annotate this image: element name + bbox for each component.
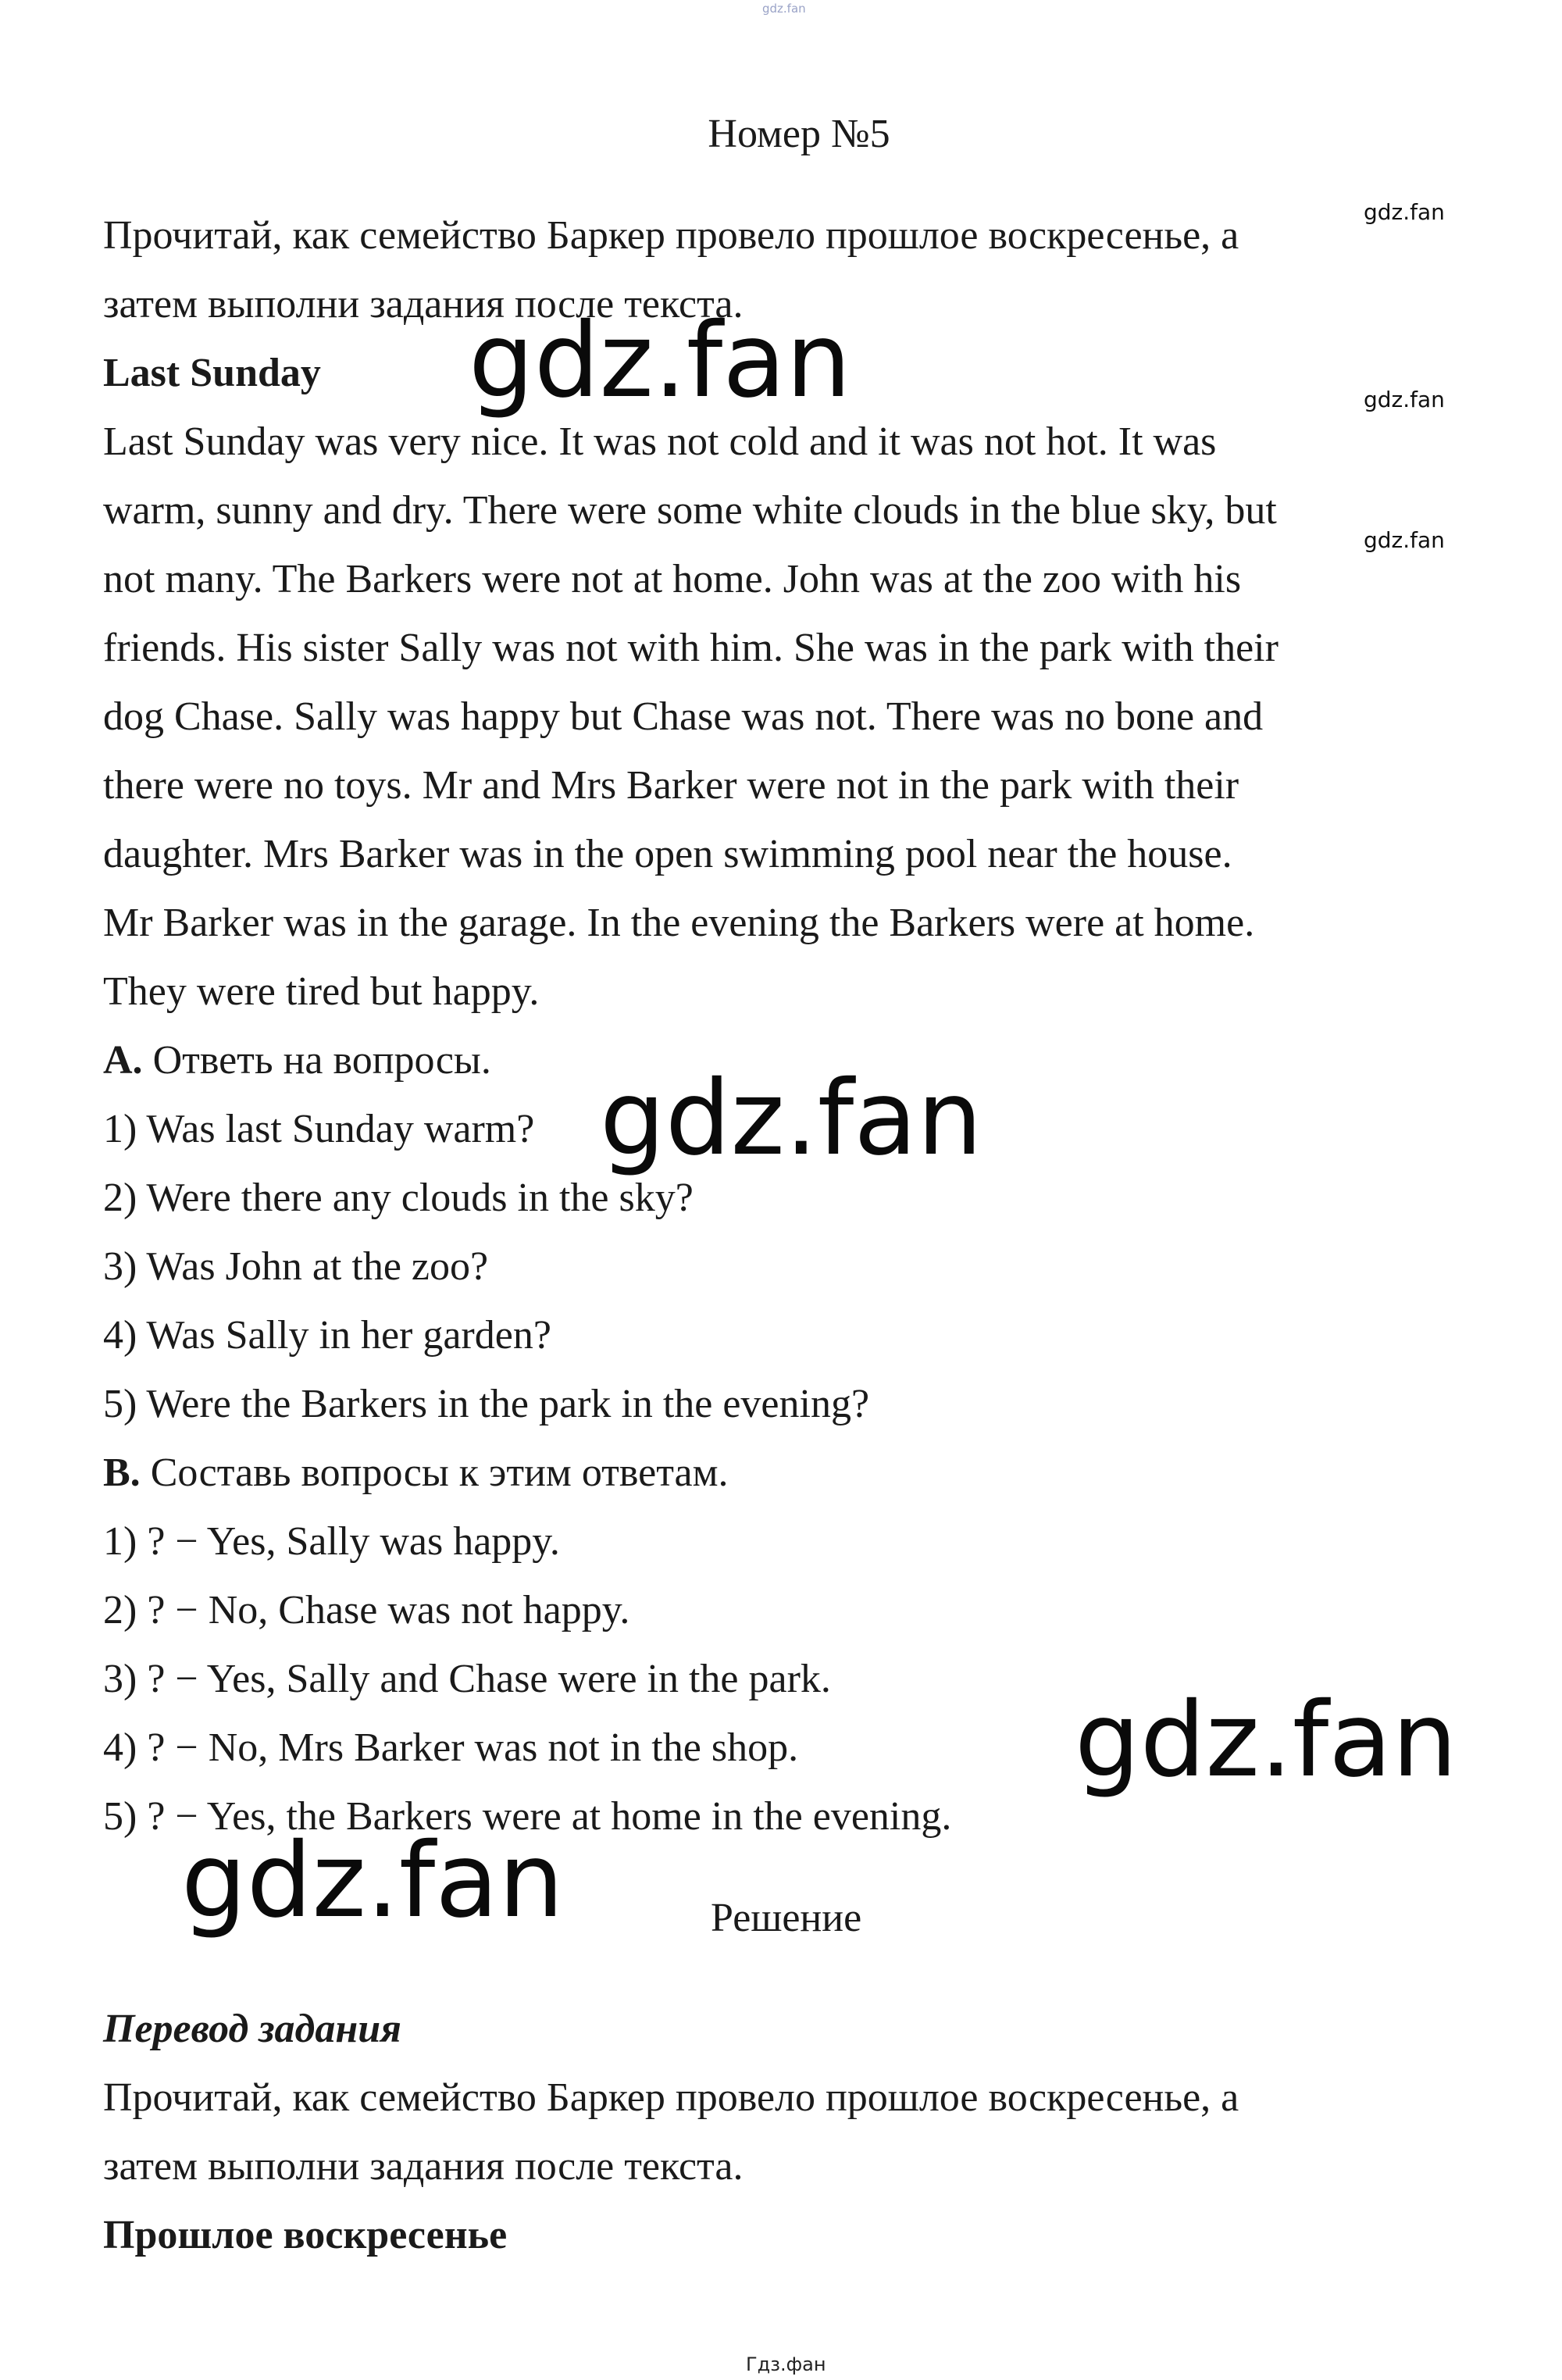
text-line-7: daughter. Mrs Barker was in the open swimming pool near the house. <box>103 832 1232 876</box>
translation-line-1: Прочитай, как семейство Баркер провело прошлое воскресенье, а <box>103 2075 1239 2120</box>
translation-heading: Перевод задания <box>103 2007 401 2051</box>
watermark: gdz.fan <box>469 301 851 421</box>
task-a-item-2: 2) Were there any clouds in the sky? <box>103 1176 694 1220</box>
task-b-item-5: 5) ? − Yes, the Barkers were at home in the evening. <box>103 1794 952 1839</box>
task-a-item-3: 3) Was John at the zoo? <box>103 1244 489 1289</box>
task-a-label: A. <box>103 1038 143 1083</box>
task-a-header <box>103 1026 491 1095</box>
task-a-item-1: 1) Was last Sunday warm? <box>103 1107 535 1151</box>
text-line-2: warm, sunny and dry. There were some white clouds in the blue sky, but <box>103 488 1277 533</box>
watermark-small: gdz.fan <box>1364 387 1445 412</box>
task-b-header <box>103 1439 729 1508</box>
page-title: Номер №5 <box>708 112 890 156</box>
intro-line-1: Прочитай, как семейство Баркер провело прошлое воскресенье, а <box>103 213 1239 258</box>
watermark: gdz.fan <box>1075 1680 1457 1800</box>
task-b-label: B. <box>103 1450 141 1495</box>
text-line-6: there were no toys. Mr and Mrs Barker were not in the park with their <box>103 763 1239 808</box>
intro-line-2: затем выполни задания после текста. <box>103 282 744 326</box>
watermark-small: gdz.fan <box>1364 199 1445 225</box>
task-b-item-2: 2) ? − No, Chase was not happy. <box>103 1588 630 1632</box>
watermark-small: gdz.fan <box>1364 527 1445 553</box>
task-b-instruction: Составь вопросы к этим ответам. <box>150 1450 729 1495</box>
text-line-3: not many. The Barkers were not at home. John was at the zoo with his <box>103 557 1242 601</box>
text-line-5: dog Chase. Sally was happy but Chase was not. There was no bone and <box>103 694 1264 739</box>
watermark: gdz.fan <box>600 1058 982 1179</box>
top-watermark: gdz.fan <box>762 2 806 16</box>
watermark: gdz.fan <box>181 1821 564 1941</box>
text-line-1: Last Sunday was very nice. It was not cold and it was not hot. It was <box>103 419 1217 464</box>
solution-label: Решение <box>711 1896 862 1940</box>
task-a-item-4: 4) Was Sally in her garden? <box>103 1313 551 1358</box>
task-b-item-1: 1) ? − Yes, Sally was happy. <box>103 1519 560 1564</box>
task-a-instruction: Ответь на вопросы. <box>152 1038 491 1083</box>
task-b-item-3: 3) ? − Yes, Sally and Chase were in the park. <box>103 1657 831 1701</box>
text-heading: Last Sunday <box>103 351 321 395</box>
text-line-9: They were tired but happy. <box>103 969 540 1014</box>
task-b-item-4: 4) ? − No, Mrs Barker was not in the shop. <box>103 1725 799 1770</box>
task-a-item-5: 5) Were the Barkers in the park in the evening? <box>103 1382 870 1426</box>
footer-watermark: Гдз.фан <box>746 2353 826 2375</box>
translation-line-2: затем выполни задания после текста. <box>103 2144 744 2189</box>
translation-subheading: Прошлое воскресенье <box>103 2213 508 2257</box>
text-line-8: Mr Barker was in the garage. In the evening the Barkers were at home. <box>103 901 1255 945</box>
text-line-4: friends. His sister Sally was not with him. She was in the park with their <box>103 626 1278 670</box>
